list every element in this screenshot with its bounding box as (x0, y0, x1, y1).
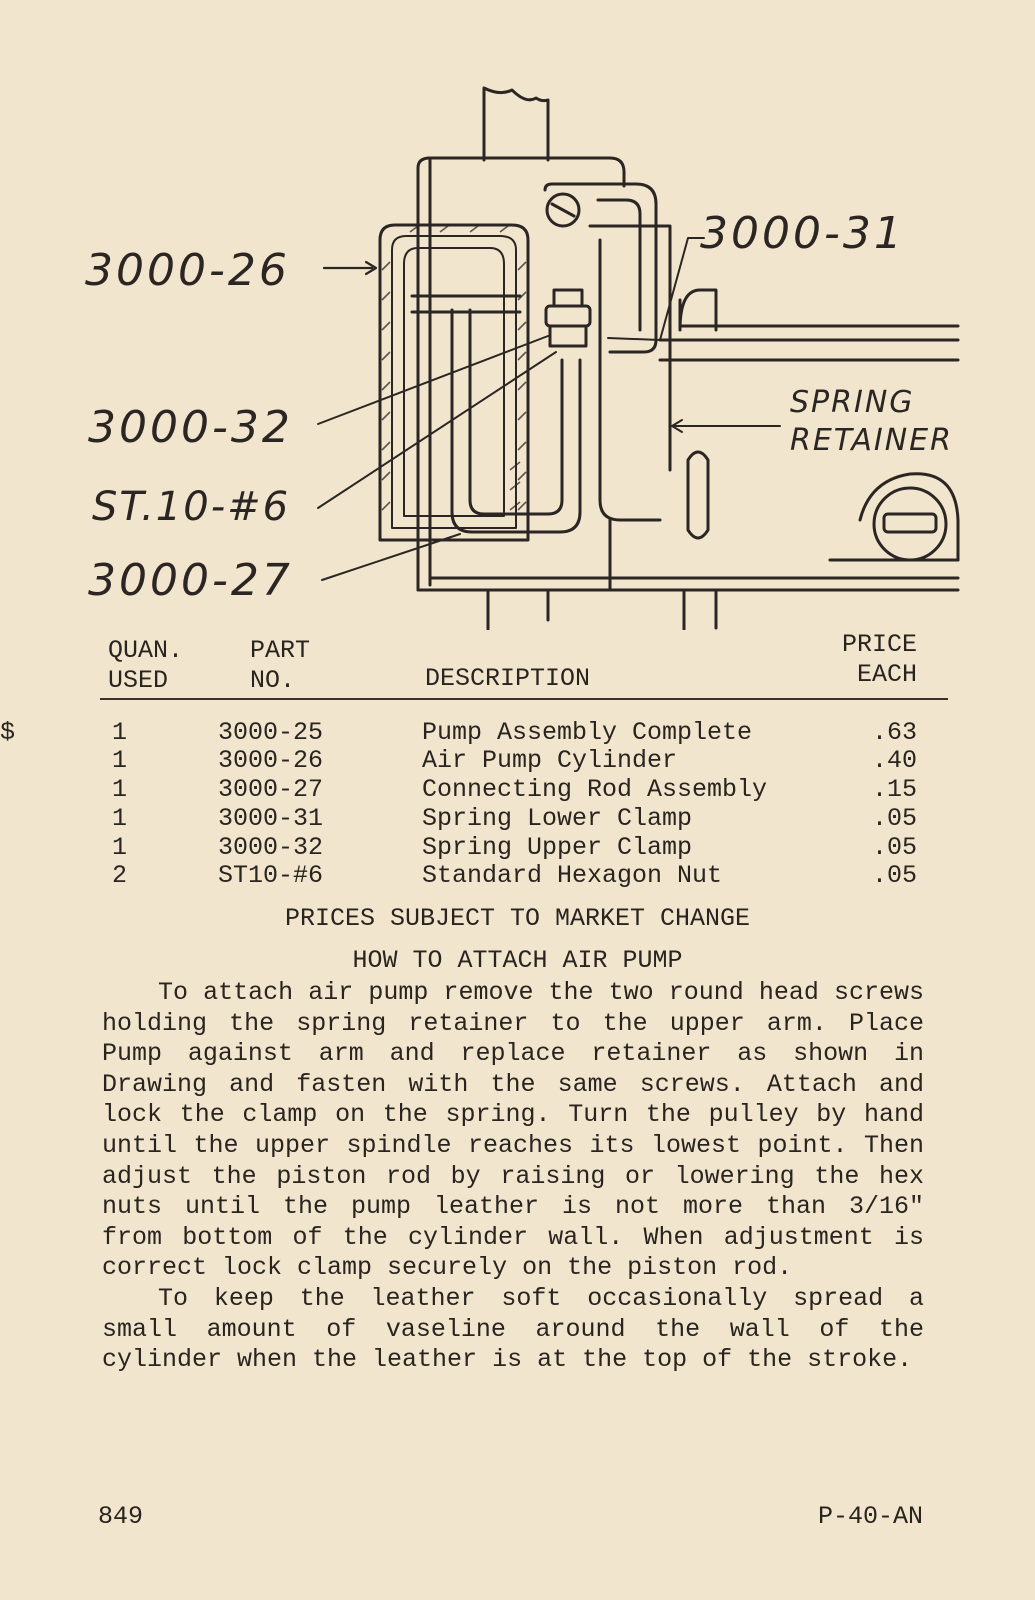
instructions-body (102, 978, 924, 1376)
instructions-paragraph-1: To attach air pump remove the two round head screws holding the spring retainer to the upper arm. Place Pump against arm and replace retainer as shown in Drawing and fasten with the same screws. Attach and lock the clamp on the spring. Turn the pulley by hand until the upper spindle reaches its lowest point. Then adjust the piston rod by raising or lowering the hex nuts until the pump leather is not more than 3/16" from bottom of the cylinder wall. When adjustment is correct lock clamp securely on the piston rod. (102, 978, 924, 1283)
header-price-each (842, 630, 917, 690)
description-cell: Connecting Rod Assembly (422, 775, 768, 804)
page-number: 849 (98, 1502, 144, 1531)
header-rule (100, 698, 948, 700)
header-used: USED (108, 666, 169, 695)
market-notice: PRICES SUBJECT TO MARKET CHANGE (284, 904, 751, 933)
qty-cell: 1 (112, 746, 128, 775)
callout-spring-line: SPRING (790, 385, 915, 420)
header-description: DESCRIPTION (425, 664, 591, 693)
description-cell: Spring Lower Clamp (422, 804, 693, 833)
callout-retainer-line: RETAINER (790, 423, 953, 458)
price-cell: .05 (871, 833, 917, 862)
callout-3000-31: 3000-31 (700, 208, 905, 259)
price-cell: .05 (871, 861, 917, 890)
callout-3000-32: 3000-32 (88, 402, 293, 453)
instructions-heading: HOW TO ATTACH AIR PUMP (352, 946, 683, 975)
description-cell: Pump Assembly Complete (422, 718, 753, 747)
instructions-paragraph-2: To keep the leather soft occasionally spread a small amount of vaseline around the wall of the cylinder when the leather is at the top of the stroke. (102, 1283, 924, 1375)
price-cell: .40 (871, 746, 917, 775)
header-quan: QUAN. (108, 636, 184, 665)
table-row (0, 775, 1035, 804)
table-row (0, 804, 1035, 833)
qty-cell: 1 (112, 833, 128, 862)
currency-symbol: $ (0, 718, 16, 747)
part-cell: 3000-26 (218, 746, 324, 775)
table-row (0, 718, 1035, 747)
price-cell: .15 (871, 775, 917, 804)
callout-spring-retainer (790, 384, 953, 460)
part-cell: 3000-25 (218, 718, 324, 747)
header-price: PRICE (841, 630, 917, 659)
header-part-no (250, 636, 310, 696)
header-each: EACH (856, 660, 917, 689)
callout-3000-26: 3000-26 (85, 245, 290, 296)
air-pump-drawing (0, 0, 1035, 630)
table-row (0, 861, 1035, 890)
description-cell: Standard Hexagon Nut (422, 861, 723, 890)
description-cell: Spring Upper Clamp (422, 833, 693, 862)
part-cell: 3000-27 (218, 775, 324, 804)
part-cell: 3000-32 (218, 833, 324, 862)
header-part: PART (250, 636, 311, 665)
part-cell: ST10-#6 (218, 861, 324, 890)
header-quan-used (108, 636, 183, 696)
description-cell: Air Pump Cylinder (422, 746, 678, 775)
qty-cell: 2 (112, 861, 128, 890)
header-no: NO. (250, 666, 296, 695)
qty-cell: 1 (112, 775, 128, 804)
callout-3000-27: 3000-27 (88, 555, 293, 606)
qty-cell: 1 (112, 804, 128, 833)
callout-st10-6: ST.10-#6 (92, 484, 291, 530)
table-row (0, 746, 1035, 775)
qty-cell: 1 (112, 718, 128, 747)
part-cell: 3000-31 (218, 804, 324, 833)
table-row (0, 833, 1035, 862)
price-cell: .63 (871, 718, 917, 747)
catalog-code: P-40-AN (817, 1502, 923, 1531)
price-cell: .05 (871, 804, 917, 833)
